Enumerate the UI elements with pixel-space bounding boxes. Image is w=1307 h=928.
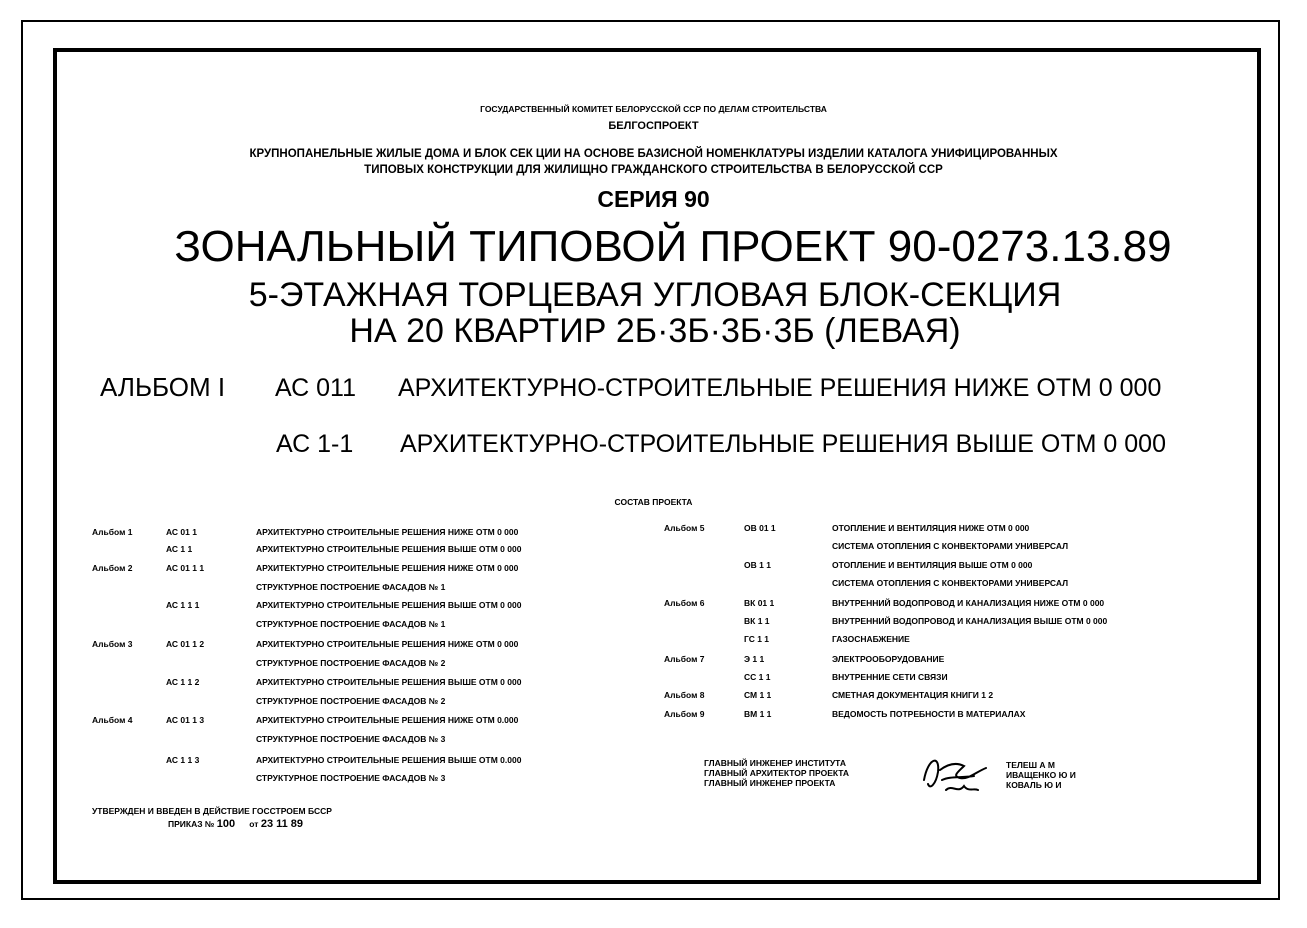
subtitle-line-1: 5-ЭТАЖНАЯ ТОРЦЕВАЯ УГЛОВАЯ БЛОК-СЕКЦИЯ: [248, 276, 1062, 314]
order-label: ПРИКАЗ №: [168, 819, 215, 829]
subtitle-line-2: НА 20 КВАРТИР 2Б·3Б·3Б·3Б (ЛЕВАЯ): [349, 312, 961, 350]
role-chief-engineer-institute: ГЛАВНЫЙ ИНЖЕНЕР ИНСТИТУТА: [704, 758, 846, 768]
handwritten-signature: [918, 750, 998, 800]
series-title: СЕРИЯ 90: [597, 186, 710, 212]
section-title-2: АРХИТЕКТУРНО-СТРОИТЕЛЬНЫЕ РЕШЕНИЯ ВЫШЕ ОТМ 0 000: [400, 430, 1166, 458]
composition-title: СОСТАВ ПРОЕКТА: [614, 497, 693, 507]
name-telesh: ТЕЛЕШ А М: [1006, 760, 1055, 770]
approval-order: [168, 818, 303, 830]
role-chief-engineer-project: ГЛАВНЫЙ ИНЖЕНЕР ПРОЕКТА: [704, 778, 836, 788]
committee-name: ГОСУДАРСТВЕННЫЙ КОМИТЕТ БЕЛОРУССКОЙ ССР ПО ДЕЛАМ СТРОИТЕЛЬСТВА: [480, 104, 827, 114]
description-line-1: КРУПНОПАНЕЛЬНЫЕ ЖИЛЫЕ ДОМА И БЛОК СЕК ЦИИ НА ОСНОВЕ БАЗИСНОЙ НОМЕНКЛАТУРЫ ИЗДЕЛИИ КАТАЛОГА УНИФИЦИРОВАННЫХ: [249, 148, 1058, 160]
name-ivashchenko: ИВАЩЕНКО Ю И: [1006, 770, 1076, 780]
section-code-2: АС 1-1: [276, 430, 354, 458]
order-number: 100: [216, 818, 236, 830]
order-date: 23 11 89: [260, 818, 304, 830]
organization-name: БЕЛГОСПРОЕКТ: [608, 120, 699, 132]
date-label: от: [249, 819, 259, 829]
signature-roles: [704, 758, 849, 788]
role-chief-architect: ГЛАВНЫЙ АРХИТЕКТОР ПРОЕКТА: [704, 768, 850, 778]
signature-names: [1006, 760, 1076, 790]
approval-statement: УТВЕРЖДЕН И ВВЕДЕН В ДЕЙСТВИЕ ГОССТРОЕМ БССР: [92, 806, 332, 816]
section-title-1: АРХИТЕКТУРНО-СТРОИТЕЛЬНЫЕ РЕШЕНИЯ НИЖЕ ОТМ 0 000: [398, 374, 1162, 402]
album-label: АЛЬБОМ I: [100, 372, 226, 402]
description-line-2: ТИПОВЫХ КОНСТРУКЦИИ ДЛЯ ЖИЛИЩНО ГРАЖДАНСКОГО СТРОИТЕЛЬСТВА В БЕЛОРУССКОЙ ССР: [364, 164, 943, 176]
project-title: ЗОНАЛЬНЫЙ ТИПОВОЙ ПРОЕКТ 90-0273.13.89: [174, 222, 1172, 271]
name-koval: КОВАЛЬ Ю И: [1006, 780, 1062, 790]
section-code-1: АС 011: [275, 374, 356, 402]
